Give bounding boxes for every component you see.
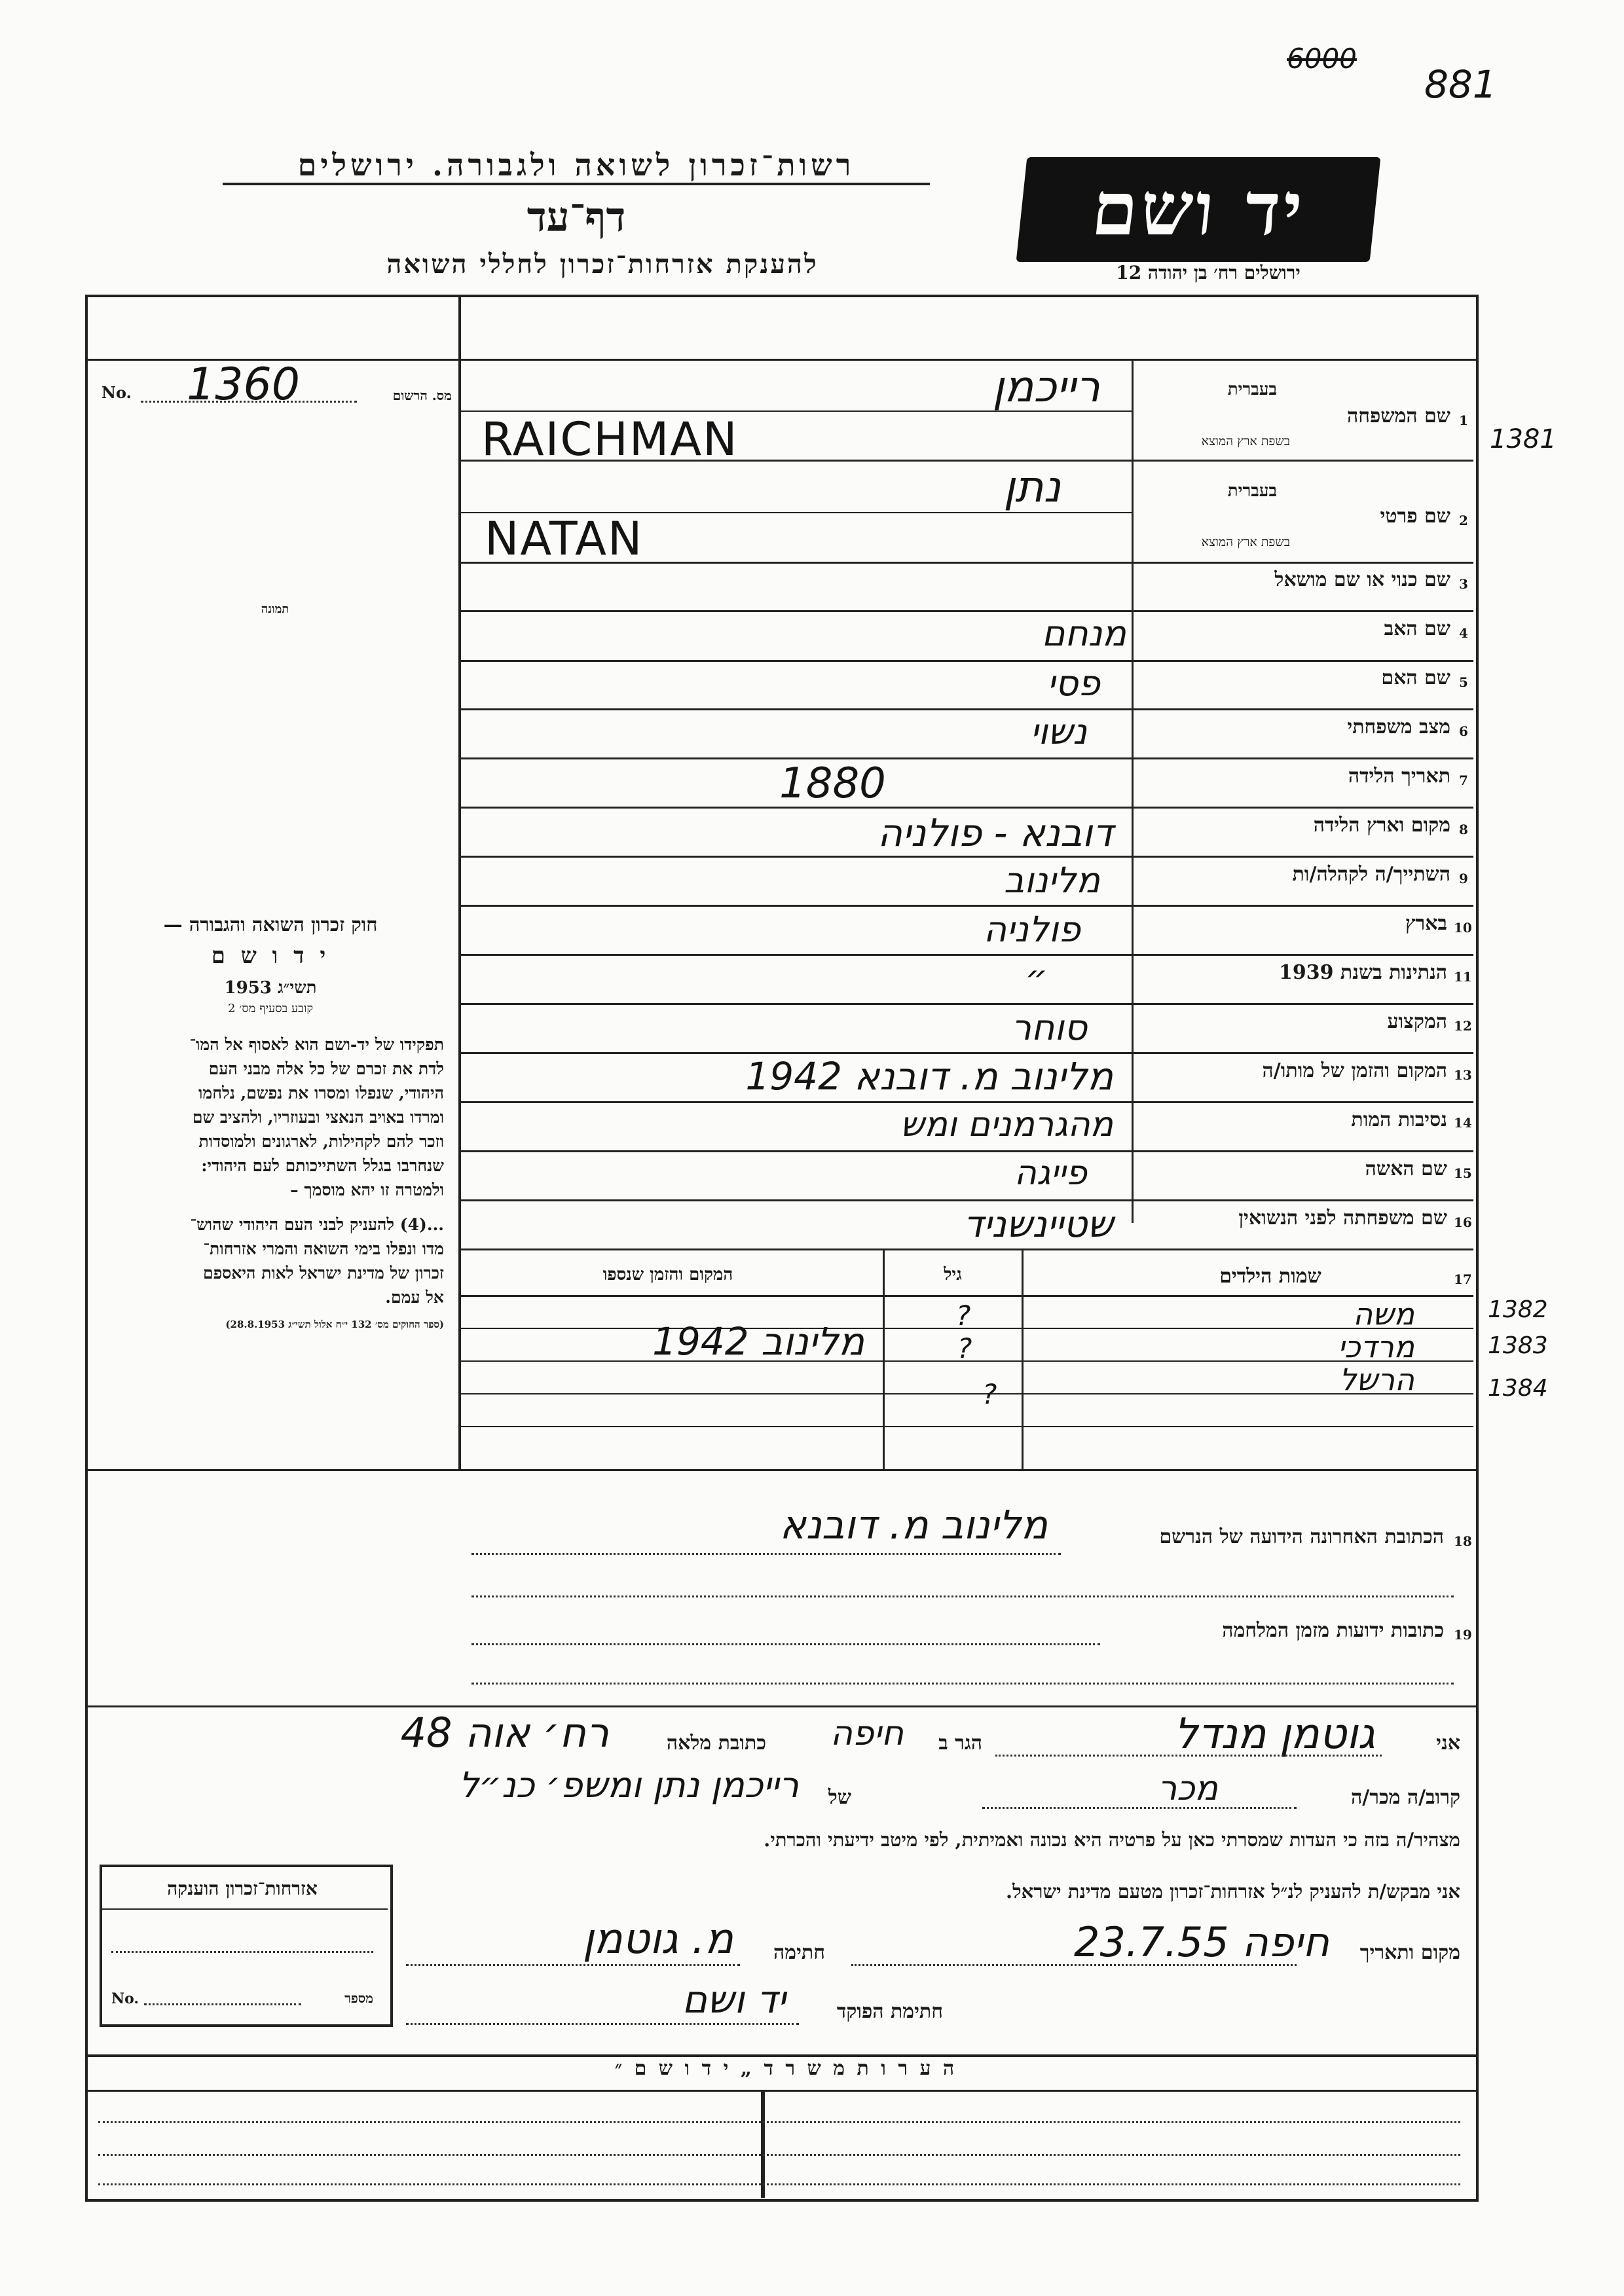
row-sep-11 (458, 1003, 1473, 1005)
field-11-num: 11 (1454, 969, 1472, 985)
field-10-num: 10 (1454, 920, 1472, 936)
signature-label: חתימה (773, 1941, 825, 1964)
field-19-line-1 (471, 1643, 1100, 1645)
office-notes-divider (761, 2092, 765, 2198)
field-5-value[interactable]: פסי (1047, 663, 1100, 704)
field-9-num: 9 (1459, 871, 1468, 886)
org-name: רשות־זכרון לשואה ולגבורה. ירושלים (223, 147, 930, 185)
office-notes-header-line (85, 2090, 1476, 2092)
field-7-label: תאריך הלידה (1348, 765, 1450, 788)
field-3-label: שם כנוי או שם מושאל (1274, 568, 1450, 591)
field-2-local-tag: בשפת ארץ המוצא (1201, 535, 1290, 549)
children-place-value[interactable]: מלינוב 1942 (652, 1319, 864, 1364)
decl-relative-label: קרוב/ה מכר/ה (1351, 1786, 1460, 1809)
child-1-note: 1382 (1488, 1296, 1548, 1323)
law-paragraph-1: תפקידו של יד-ושם הוא לאסוף אל המו־ לדת את זכרם של כל אלה מבני העם היהודי, שנפלו ומסרו את נפשם, נלחמו ומרדו באויב הנאצי ובעוזריו, ולהציב שם וזכר להם לקהילות, לארגונים ולמוסדות שנחרבו בגלל השתייכותם לעם היהודי: ולמטרה זו יהא מוסמך – (189, 1035, 444, 1199)
decl-line-2: אני מבקש/ת להעניק לנ״ל אזרחות־זכרון מטעם מדינת ישראל. (1006, 1880, 1460, 1903)
field-8-value[interactable]: דובנא - פולניה (877, 811, 1113, 855)
field-1-num: 1 (1459, 412, 1468, 428)
reg-no-dots (141, 401, 357, 403)
child-3-age[interactable]: ? (982, 1378, 997, 1410)
field-1-hebrew-tag: בעברית (1227, 380, 1277, 399)
field-13-num: 13 (1454, 1067, 1472, 1083)
field-1-local-tag: בשפת ארץ המוצא (1201, 434, 1290, 448)
field-1-side-note: 1381 (1490, 424, 1557, 454)
place-date-value[interactable]: חיפה 23.7.55 (1074, 1918, 1329, 1966)
memorial-box-divider (102, 1908, 388, 1910)
row-sep-5 (458, 708, 1473, 710)
child-row-sep-4 (458, 1426, 1473, 1427)
child-3-note: 1384 (1488, 1375, 1548, 1402)
decl-address-label: כתובת מלאה (666, 1732, 766, 1755)
child-2-note: 1383 (1488, 1332, 1548, 1359)
officer-label: חתימת הפוקד (836, 2000, 943, 2023)
decl-ani: אני (1436, 1732, 1460, 1755)
office-notes-line-1 (98, 2121, 1460, 2123)
field-15-label: שם האשה (1365, 1157, 1447, 1180)
field-13-label: המקום והזמן של מותו/ה (1262, 1059, 1447, 1082)
law-block (97, 913, 444, 1331)
officer-value[interactable]: יד ושם (682, 1977, 786, 2022)
left-col-divider (458, 297, 461, 1469)
field-6-num: 6 (1459, 723, 1468, 739)
field-18-value[interactable]: מלינוב מ. דובנא (779, 1503, 1048, 1548)
field-15-value[interactable]: פייגה (1014, 1154, 1087, 1193)
reg-no-value[interactable]: 1360 (187, 359, 301, 410)
signature-value[interactable]: מ. גוטמן (582, 1915, 733, 1963)
row-sep-13 (458, 1101, 1473, 1103)
field-4-num: 4 (1459, 625, 1468, 641)
row-sep-16 (458, 1248, 1473, 1250)
decl-relation-dots (982, 1807, 1297, 1809)
row-sep-7 (458, 807, 1473, 809)
field-19-num: 19 (1454, 1627, 1472, 1643)
child-2-name[interactable]: מרדכי (1338, 1329, 1414, 1364)
field-2-label: שם פרטי (1380, 505, 1450, 528)
child-1-name[interactable]: משה (1353, 1296, 1414, 1332)
children-bottom-line (85, 1469, 1476, 1471)
memorial-box-title: אזרחות־זכרון הוענקה (167, 1878, 318, 1899)
child-3-name[interactable]: הרשל (1339, 1362, 1414, 1397)
row-sep-14 (458, 1150, 1473, 1152)
top-scribble: 6000 (1287, 43, 1357, 75)
field-6-label: מצב משפחתי (1347, 716, 1450, 738)
reg-no-prefix: No. (101, 383, 132, 402)
law-name: י ד ו ש ם (211, 943, 330, 969)
law-paragraph-2: ...(4) להעניק לבני העם היהודי שהוש־ מדו ונפלו בימי השואה והמרי אזרחות־ זכרון של מדינת ישראל לאות היאספם אל עמם. (190, 1215, 444, 1307)
field-14-value[interactable]: מהגרמנים ומש (900, 1105, 1113, 1144)
field-16-label: שם משפחתה לפני הנשואין (1238, 1207, 1447, 1230)
field-5-label: שם האם (1381, 666, 1450, 689)
header-address: ירושלים רח׳ בן יהודה 12 (1116, 262, 1301, 283)
place-date-dots (851, 1964, 1297, 1966)
field-8-num: 8 (1459, 822, 1468, 837)
field-11-value[interactable]: ״ (1025, 957, 1048, 998)
office-notes-line-3 (98, 2183, 1460, 2185)
field-2-num: 2 (1459, 513, 1468, 528)
decl-relation-value[interactable]: מכר (1157, 1769, 1218, 1808)
field-1-label: שם המשפחה (1346, 405, 1450, 428)
field-6-value[interactable]: נשוי (1030, 711, 1087, 752)
decl-city-value[interactable]: חיפה (830, 1714, 904, 1753)
field-1-local-value[interactable]: RAICHMAN (481, 412, 739, 466)
declaration-top-line (85, 1705, 1476, 1707)
children-col-age-left (883, 1249, 885, 1469)
field-16-num: 16 (1454, 1214, 1472, 1230)
memorial-box-no: No. (111, 1990, 139, 2007)
form-title: דף־עד (526, 193, 626, 241)
row-sep-10 (458, 954, 1473, 956)
field-19-label: כתובות ידועות מזמן המלחמה (1222, 1619, 1444, 1642)
signature-dots (406, 1964, 740, 1966)
row-sep-9 (458, 905, 1473, 907)
memorial-box-number-label: מספר (344, 1990, 373, 2006)
law-year: תשי״ג 1953 (224, 978, 317, 998)
decl-gar: הגר ב (938, 1732, 982, 1755)
memorial-box-no-dots (144, 2003, 301, 2005)
children-col-age-right (1022, 1249, 1024, 1469)
decl-name-dots (995, 1755, 1382, 1757)
decl-address-value[interactable]: רח׳ אוה 48 (400, 1709, 609, 1757)
field-2-hebrew-value[interactable]: נתן (1003, 462, 1061, 512)
place-date-label: מקום ותאריך (1359, 1941, 1460, 1964)
field-18-num: 18 (1454, 1533, 1472, 1549)
field-2-hebrew-tag: בעברית (1227, 481, 1277, 501)
children-col-place: המקום והזמן שנספו (602, 1265, 733, 1285)
field-3-num: 3 (1459, 576, 1468, 592)
child-2-age[interactable]: ? (957, 1332, 972, 1364)
decl-of-value[interactable]: רייכמן נתן ומשפ׳ כנ״ל (458, 1764, 799, 1806)
decl-line-1: מצהיר/ה בזה כי העדות שמסרתי כאן על פרטיה היא נכונה ואמיתית, לפי מיטב ידיעתי והכרתי. (764, 1829, 1460, 1851)
photo-label: תמונה (261, 602, 289, 616)
field-8-label: מקום וארץ הלידה (1313, 814, 1450, 837)
field-7-value[interactable]: 1880 (779, 759, 886, 808)
law-citation: (ספר החוקים מס׳ 132 י״ח אלול תשי״ג 28.8.1953) (225, 1319, 444, 1330)
page-number: 881 (1424, 62, 1497, 107)
field-18-line-1 (471, 1553, 1061, 1555)
form-subtitle: להענקת אזרחות־זכרון לחללי השואה (386, 249, 819, 280)
field-12-label: המקצוע (1387, 1010, 1447, 1033)
field-17-num: 17 (1454, 1271, 1472, 1287)
office-notes-title: ה ע ר ו ת מ ש ר ד „ י ד ו ש ם ״ (614, 2057, 957, 2080)
children-col-names: שמות הילדים (1219, 1265, 1321, 1288)
field-18-line-2 (471, 1595, 1454, 1597)
children-col-age: גיל (944, 1265, 962, 1285)
child-1-age[interactable]: ? (956, 1300, 971, 1332)
field-12-num: 12 (1454, 1018, 1472, 1034)
field-14-label: נסיבות המות (1351, 1108, 1447, 1131)
field-16-value[interactable]: שטיינשניד (963, 1203, 1113, 1246)
decl-of-label: של (828, 1786, 851, 1809)
decl-name-value[interactable]: גוטמן מנדל (1174, 1710, 1375, 1758)
row-sep-6 (458, 757, 1473, 759)
field-19-line-2 (471, 1683, 1454, 1685)
label-col-divider (1132, 360, 1134, 1223)
yad-vashem-logo: יד ושם (1016, 157, 1381, 262)
field-7-num: 7 (1459, 773, 1468, 788)
law-section: קובע בסעיף מס׳ 2 (228, 1002, 313, 1015)
field-15-num: 15 (1454, 1165, 1472, 1181)
row-sep-15 (458, 1199, 1473, 1201)
row-sep-8 (458, 856, 1473, 858)
field-10-value[interactable]: פולניה (983, 909, 1080, 950)
field-14-num: 14 (1454, 1115, 1472, 1131)
row-sep-3 (458, 610, 1473, 612)
law-title: חוק זכרון השואה והגבורה — (163, 913, 378, 936)
field-9-value[interactable]: מלינוב (1004, 860, 1100, 901)
field-2-local-value[interactable]: NATAN (485, 512, 644, 566)
field-12-value[interactable]: סוחר (1011, 1007, 1087, 1048)
field-18-label: הכתובת האחרונה הידועה של הנרשם (1159, 1525, 1444, 1548)
field-4-label: שם האב (1384, 617, 1450, 640)
field-10-label: בארץ (1405, 912, 1447, 935)
field-11-label: הנתינות בשנת 1939 (1278, 961, 1447, 984)
field-13-value[interactable]: מלינוב מ. דובנא 1942 (745, 1054, 1113, 1099)
field-5-num: 5 (1459, 674, 1468, 690)
officer-dots (406, 2023, 799, 2025)
memorial-box-line-1 (111, 1951, 373, 1953)
reg-no-label: מס. הרשום (392, 388, 452, 403)
field-4-value[interactable]: מנחם (1041, 613, 1126, 654)
row-sep-4 (458, 660, 1473, 662)
field-9-label: השתייך/ה לקהלה/ות (1292, 863, 1450, 886)
field-1-hebrew-value[interactable]: רייכמן (992, 361, 1100, 412)
office-notes-line-2 (98, 2154, 1460, 2156)
